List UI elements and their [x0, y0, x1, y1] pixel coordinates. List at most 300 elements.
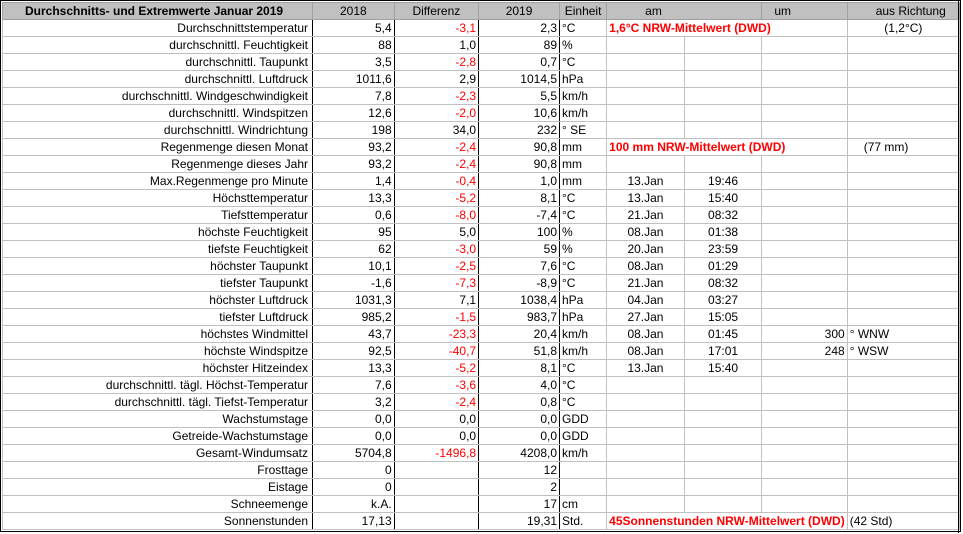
- event-date: 08.Jan: [607, 224, 685, 241]
- direction-name: [847, 122, 959, 139]
- value-difference: -2,8: [394, 54, 478, 71]
- row-label: Gesamt-Windumsatz: [3, 445, 313, 462]
- row-label: Tiefsttemperatur: [3, 207, 313, 224]
- value-unit: %: [560, 224, 607, 241]
- value-unit: °C: [560, 377, 607, 394]
- event-time: 23:59: [684, 241, 762, 258]
- value-2019: 8,1: [479, 190, 560, 207]
- row-label: Getreide-Wachstumstage: [3, 428, 313, 445]
- event-time: 08:32: [684, 275, 762, 292]
- direction-degrees: [762, 479, 847, 496]
- value-unit: ° SE: [560, 122, 607, 139]
- value-difference: -40,7: [394, 343, 478, 360]
- value-unit: mm: [560, 173, 607, 190]
- value-difference: 0,0: [394, 428, 478, 445]
- event-time: 15:40: [684, 360, 762, 377]
- direction-degrees: [762, 173, 847, 190]
- value-2019: 20,4: [479, 326, 560, 343]
- table-row: [3, 275, 960, 292]
- event-date: 08.Jan: [607, 343, 685, 360]
- direction-degrees: 300: [762, 326, 847, 343]
- value-2018: 12,6: [313, 105, 395, 122]
- value-2018: 93,2: [313, 139, 395, 156]
- row-label: Max.Regenmenge pro Minute: [3, 173, 313, 190]
- direction-name: [847, 54, 959, 71]
- event-date: [607, 122, 685, 139]
- row-label: durchschnittl. Windgeschwindigkeit: [3, 88, 313, 105]
- table-row: [3, 173, 960, 190]
- value-2018: 0,6: [313, 207, 395, 224]
- row-label: Regenmenge dieses Jahr: [3, 156, 313, 173]
- event-time: 01:29: [684, 258, 762, 275]
- value-unit: °C: [560, 258, 607, 275]
- direction-name: [847, 292, 959, 309]
- event-date: 27.Jan: [607, 309, 685, 326]
- value-difference: -8,0: [394, 207, 478, 224]
- nrw-previous-value: (77 mm): [847, 139, 959, 156]
- direction-name: [847, 241, 959, 258]
- direction-name: [847, 496, 959, 513]
- row-label: tiefste Feuchtigkeit: [3, 241, 313, 258]
- value-2018: 95: [313, 224, 395, 241]
- row-label: Sonnenstunden: [3, 513, 313, 530]
- direction-degrees: [762, 292, 847, 309]
- table-row: [3, 122, 960, 139]
- direction-name: [847, 309, 959, 326]
- value-difference: 1,0: [394, 37, 478, 54]
- value-2019: 2: [479, 479, 560, 496]
- value-unit: hPa: [560, 309, 607, 326]
- value-2019: 100: [479, 224, 560, 241]
- table-row: [3, 88, 960, 105]
- direction-degrees: [762, 411, 847, 428]
- table-row: [3, 105, 960, 122]
- table-title: Durchschnitts- und Extremwerte Januar 2019: [3, 3, 313, 20]
- value-unit: mm: [560, 139, 607, 156]
- value-difference: 5,0: [394, 224, 478, 241]
- value-difference: 2,9: [394, 71, 478, 88]
- event-time: 08:32: [684, 207, 762, 224]
- value-unit: GDD: [560, 428, 607, 445]
- direction-name: [847, 411, 959, 428]
- value-2019: 4,0: [479, 377, 560, 394]
- event-date: 08.Jan: [607, 326, 685, 343]
- value-difference: -0,4: [394, 173, 478, 190]
- event-date: [607, 394, 685, 411]
- row-label: durchschnittl. Luftdruck: [3, 71, 313, 88]
- direction-name: [847, 445, 959, 462]
- direction-degrees: [762, 258, 847, 275]
- value-2018: 5704,8: [313, 445, 395, 462]
- event-time: [684, 428, 762, 445]
- value-unit: hPa: [560, 292, 607, 309]
- value-unit: km/h: [560, 88, 607, 105]
- value-2018: 88: [313, 37, 395, 54]
- direction-name: [847, 428, 959, 445]
- direction-degrees: [762, 241, 847, 258]
- direction-degrees: [762, 428, 847, 445]
- event-date: [607, 496, 685, 513]
- header-2018: 2018: [313, 3, 395, 20]
- row-label: tiefster Luftdruck: [3, 309, 313, 326]
- row-label: höchste Feuchtigkeit: [3, 224, 313, 241]
- event-date: [607, 411, 685, 428]
- value-difference: -2,4: [394, 139, 478, 156]
- direction-degrees: [762, 377, 847, 394]
- value-2018: 13,3: [313, 190, 395, 207]
- row-label: tiefster Taupunkt: [3, 275, 313, 292]
- direction-degrees: [762, 224, 847, 241]
- event-date: [607, 88, 685, 105]
- event-date: 21.Jan: [607, 207, 685, 224]
- table-row: [3, 309, 960, 326]
- value-2018: 43,7: [313, 326, 395, 343]
- value-difference: -5,2: [394, 190, 478, 207]
- value-2019: -7,4: [479, 207, 560, 224]
- direction-degrees: [762, 88, 847, 105]
- value-difference: [394, 513, 478, 530]
- value-unit: km/h: [560, 343, 607, 360]
- header-date: am: [607, 3, 762, 20]
- direction-degrees: [762, 360, 847, 377]
- value-2019: 8,1: [479, 360, 560, 377]
- value-2018: 985,2: [313, 309, 395, 326]
- value-unit: %: [560, 37, 607, 54]
- event-date: [607, 462, 685, 479]
- event-time: [684, 394, 762, 411]
- table-row: [3, 156, 960, 173]
- value-unit: %: [560, 241, 607, 258]
- event-date: 04.Jan: [607, 292, 685, 309]
- value-2018: 92,5: [313, 343, 395, 360]
- table-row: [3, 224, 960, 241]
- event-date: 13.Jan: [607, 360, 685, 377]
- nrw-previous-value: (1,2°C): [847, 20, 959, 37]
- value-difference: 7,1: [394, 292, 478, 309]
- direction-degrees: [762, 37, 847, 54]
- value-2019: 51,8: [479, 343, 560, 360]
- value-difference: [394, 462, 478, 479]
- value-2019: 1014,5: [479, 71, 560, 88]
- event-date: [607, 37, 685, 54]
- value-difference: 0,0: [394, 411, 478, 428]
- event-time: [684, 54, 762, 71]
- direction-degrees: [762, 496, 847, 513]
- value-2018: -1,6: [313, 275, 395, 292]
- header-row: [3, 3, 960, 20]
- row-label: durchschnittl. Feuchtigkeit: [3, 37, 313, 54]
- value-2018: 7,6: [313, 377, 395, 394]
- direction-name: [847, 258, 959, 275]
- event-date: [607, 377, 685, 394]
- value-difference: -2,3: [394, 88, 478, 105]
- value-2018: 0,0: [313, 428, 395, 445]
- value-2018: 3,2: [313, 394, 395, 411]
- value-2018: 0: [313, 462, 395, 479]
- event-time: 19:46: [684, 173, 762, 190]
- value-difference: [394, 496, 478, 513]
- direction-name: [847, 224, 959, 241]
- event-time: [684, 122, 762, 139]
- value-unit: km/h: [560, 326, 607, 343]
- event-time: [684, 88, 762, 105]
- direction-degrees: [762, 54, 847, 71]
- value-unit: km/h: [560, 445, 607, 462]
- value-unit: °C: [560, 275, 607, 292]
- value-2018: 5,4: [313, 20, 395, 37]
- value-unit: cm: [560, 496, 607, 513]
- table-row: [3, 360, 960, 377]
- value-2019: 0,0: [479, 411, 560, 428]
- value-unit: °C: [560, 20, 607, 37]
- value-unit: mm: [560, 156, 607, 173]
- table-row: [3, 241, 960, 258]
- value-difference: [394, 479, 478, 496]
- value-2018: k.A.: [313, 496, 395, 513]
- value-2019: 983,7: [479, 309, 560, 326]
- event-date: [607, 156, 685, 173]
- value-unit: GDD: [560, 411, 607, 428]
- row-label: durchschnittl. Windrichtung: [3, 122, 313, 139]
- value-2018: 13,3: [313, 360, 395, 377]
- value-2018: 198: [313, 122, 395, 139]
- event-time: 17:01: [684, 343, 762, 360]
- row-label: durchschnittl. Taupunkt: [3, 54, 313, 71]
- table-row: [3, 513, 960, 530]
- direction-degrees: [762, 445, 847, 462]
- direction-degrees: [762, 71, 847, 88]
- event-date: 13.Jan: [607, 173, 685, 190]
- direction-name: ° WSW: [847, 343, 959, 360]
- value-2019: 17: [479, 496, 560, 513]
- event-time: 01:38: [684, 224, 762, 241]
- table-row: [3, 462, 960, 479]
- value-2019: 1038,4: [479, 292, 560, 309]
- value-unit: °C: [560, 394, 607, 411]
- event-date: [607, 54, 685, 71]
- direction-degrees: 248: [762, 343, 847, 360]
- row-label: Durchschnittstemperatur: [3, 20, 313, 37]
- direction-degrees: [762, 207, 847, 224]
- direction-name: [847, 377, 959, 394]
- direction-name: [847, 394, 959, 411]
- value-2019: 90,8: [479, 156, 560, 173]
- value-difference: -1496,8: [394, 445, 478, 462]
- value-difference: -1,5: [394, 309, 478, 326]
- value-unit: Std.: [560, 513, 607, 530]
- row-label: durchschnittl. Windspitzen: [3, 105, 313, 122]
- event-time: [684, 496, 762, 513]
- value-2018: 17,13: [313, 513, 395, 530]
- row-label: höchster Luftdruck: [3, 292, 313, 309]
- direction-degrees: [762, 462, 847, 479]
- table-row: [3, 190, 960, 207]
- table-row: [3, 479, 960, 496]
- value-difference: -23,3: [394, 326, 478, 343]
- value-2019: 7,6: [479, 258, 560, 275]
- nrw-average-note: 45Sonnenstunden NRW-Mittelwert (DWD): [607, 513, 848, 530]
- direction-name: [847, 479, 959, 496]
- value-difference: -2,4: [394, 394, 478, 411]
- event-time: 15:40: [684, 190, 762, 207]
- direction-degrees: [762, 122, 847, 139]
- header-2019: 2019: [479, 3, 560, 20]
- value-2019: 5,5: [479, 88, 560, 105]
- direction-degrees: [762, 309, 847, 326]
- table-row: [3, 496, 960, 513]
- header-unit: Einheit: [560, 3, 607, 20]
- event-date: [607, 445, 685, 462]
- event-time: [684, 156, 762, 173]
- value-2018: 62: [313, 241, 395, 258]
- direction-name: [847, 37, 959, 54]
- value-2019: 59: [479, 241, 560, 258]
- value-difference: 34,0: [394, 122, 478, 139]
- value-unit: [560, 479, 607, 496]
- row-label: Eistage: [3, 479, 313, 496]
- row-label: höchstes Windmittel: [3, 326, 313, 343]
- event-date: [607, 479, 685, 496]
- direction-degrees: [762, 190, 847, 207]
- row-label: durchschnittl. tägl. Tiefst-Temperatur: [3, 394, 313, 411]
- row-label: Regenmenge diesen Monat: [3, 139, 313, 156]
- direction-name: [847, 173, 959, 190]
- value-unit: [560, 462, 607, 479]
- event-time: [684, 445, 762, 462]
- direction-degrees: [762, 156, 847, 173]
- value-2019: 0,8: [479, 394, 560, 411]
- value-2019: -8,9: [479, 275, 560, 292]
- event-date: [607, 428, 685, 445]
- direction-name: [847, 462, 959, 479]
- value-difference: -7,3: [394, 275, 478, 292]
- direction-name: [847, 105, 959, 122]
- event-time: [684, 411, 762, 428]
- table-row: [3, 411, 960, 428]
- row-label: durchschnittl. tägl. Höchst-Temperatur: [3, 377, 313, 394]
- value-2018: 1,4: [313, 173, 395, 190]
- weather-stats-table: [2, 2, 960, 530]
- event-time: [684, 37, 762, 54]
- value-2019: 19,31: [479, 513, 560, 530]
- table-row: [3, 20, 960, 37]
- event-date: 21.Jan: [607, 275, 685, 292]
- table-row: [3, 343, 960, 360]
- value-difference: -3,0: [394, 241, 478, 258]
- row-label: Wachstumstage: [3, 411, 313, 428]
- direction-name: [847, 190, 959, 207]
- value-unit: °C: [560, 360, 607, 377]
- table-row: [3, 428, 960, 445]
- value-difference: -2,5: [394, 258, 478, 275]
- event-date: 08.Jan: [607, 258, 685, 275]
- row-label: höchster Taupunkt: [3, 258, 313, 275]
- direction-name: [847, 71, 959, 88]
- value-unit: km/h: [560, 105, 607, 122]
- event-time: 03:27: [684, 292, 762, 309]
- event-time: 01:45: [684, 326, 762, 343]
- header-direction: aus Richtung: [847, 3, 959, 20]
- table-row: [3, 377, 960, 394]
- table-row: [3, 37, 960, 54]
- header-difference: Differenz: [394, 3, 478, 20]
- direction-name: ° WNW: [847, 326, 959, 343]
- table-row: [3, 445, 960, 462]
- value-difference: -3,6: [394, 377, 478, 394]
- value-unit: °C: [560, 54, 607, 71]
- direction-degrees: [762, 105, 847, 122]
- value-2019: 0,0: [479, 428, 560, 445]
- row-label: Frosttage: [3, 462, 313, 479]
- header-time: um: [762, 3, 847, 20]
- value-2018: 7,8: [313, 88, 395, 105]
- nrw-previous-value: (42 Std): [847, 513, 959, 530]
- value-2019: 4208,0: [479, 445, 560, 462]
- direction-name: [847, 360, 959, 377]
- value-difference: -2,0: [394, 105, 478, 122]
- row-label: Schneemenge: [3, 496, 313, 513]
- value-2019: 2,3: [479, 20, 560, 37]
- event-date: 13.Jan: [607, 190, 685, 207]
- value-2019: 89: [479, 37, 560, 54]
- table-row: [3, 394, 960, 411]
- value-2018: 1031,3: [313, 292, 395, 309]
- value-2018: 3,5: [313, 54, 395, 71]
- value-difference: -3,1: [394, 20, 478, 37]
- table-row: [3, 292, 960, 309]
- table-row: [3, 207, 960, 224]
- table-row: [3, 71, 960, 88]
- event-date: [607, 105, 685, 122]
- value-2019: 90,8: [479, 139, 560, 156]
- direction-name: [847, 207, 959, 224]
- value-difference: -5,2: [394, 360, 478, 377]
- event-time: [684, 479, 762, 496]
- event-time: 15:05: [684, 309, 762, 326]
- direction-degrees: [762, 394, 847, 411]
- sheet-right-border: [958, 1, 959, 533]
- row-label: höchste Windspitze: [3, 343, 313, 360]
- value-2019: 232: [479, 122, 560, 139]
- value-2018: 93,2: [313, 156, 395, 173]
- event-time: [684, 71, 762, 88]
- event-time: [684, 105, 762, 122]
- value-difference: -2,4: [394, 156, 478, 173]
- event-date: [607, 71, 685, 88]
- value-2018: 10,1: [313, 258, 395, 275]
- value-unit: °C: [560, 207, 607, 224]
- value-2018: 0,0: [313, 411, 395, 428]
- table-row: [3, 326, 960, 343]
- direction-name: [847, 156, 959, 173]
- value-2019: 10,6: [479, 105, 560, 122]
- nrw-average-note: 1,6°C NRW-Mittelwert (DWD): [607, 20, 848, 37]
- table-row: [3, 258, 960, 275]
- value-2019: 1,0: [479, 173, 560, 190]
- nrw-average-note: 100 mm NRW-Mittelwert (DWD): [607, 139, 848, 156]
- event-time: [684, 462, 762, 479]
- table-row: [3, 54, 960, 71]
- event-date: 20.Jan: [607, 241, 685, 258]
- value-2019: 12: [479, 462, 560, 479]
- value-2018: 1011,6: [313, 71, 395, 88]
- direction-name: [847, 88, 959, 105]
- event-time: [684, 377, 762, 394]
- value-unit: °C: [560, 190, 607, 207]
- row-label: Höchsttemperatur: [3, 190, 313, 207]
- value-2019: 0,7: [479, 54, 560, 71]
- direction-name: [847, 275, 959, 292]
